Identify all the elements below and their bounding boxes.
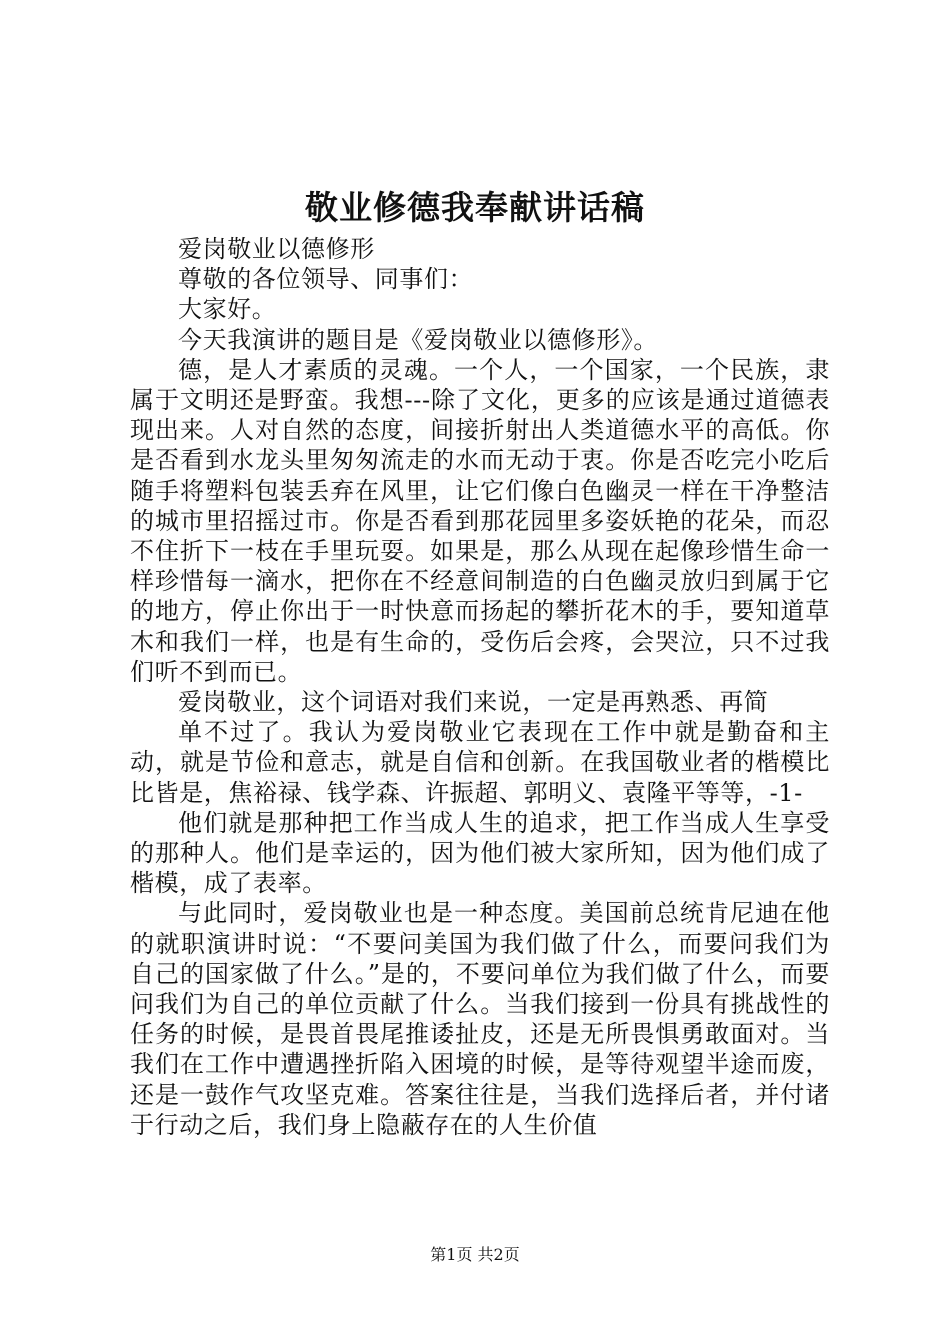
document-title: 敬业修德我奉献讲话稿 <box>305 188 645 227</box>
paragraph-salutation: 尊敬的各位领导、同事们： <box>178 265 474 294</box>
page-footer: 第1页 共2页 <box>430 1245 520 1264</box>
paragraph-greeting: 大家好。 <box>178 295 277 324</box>
document-body <box>130 234 830 1140</box>
paragraph-virtue: 德，是人才素质的灵魂。一个人，一个国家，一个民族，隶属于文明还是野蛮。我想---除了文化，更多的应该是通过道德表现出来。人对自然的态度，间接折射出人类道德水平的高低。你是否看到水龙头里匆匆流走的水而无动于衷。你是否吃完小吃后随手将塑料包装丢弃在风里，让它们像白色幽灵一样在干净整洁的城市里招摇过市。你是否看到那花园里多姿妖艳的花朵，而忍不住折下一枝在手里玩耍。如果是，那么从现在起像珍惜生命一样珍惜每一滴水，把你在不经意间制造的白色幽灵放归到属于它的地方，停止你出于一时快意而扬起的攀折花木的手，要知道草木和我们一样，也是有生命的，受伤后会疼，会哭泣，只不过我们听不到而已。 <box>130 355 830 686</box>
paragraph-role-models: 他们就是那种把工作当成人生的追求，把工作当成人生享受的那种人。他们是幸运的，因为他们被大家所知，因为他们成了楷模，成了表率。 <box>130 808 830 898</box>
paragraph-topic: 今天我演讲的题目是《爱岗敬业以德修形》。 <box>178 325 658 354</box>
paragraph-subtitle: 爱岗敬业以德修形 <box>178 235 375 263</box>
paragraph-attitude: 与此同时，爱岗敬业也是一种态度。美国前总统肯尼迪在他的就职演讲时说：“不要问美国为我们做了什么，而要问我们为自己的国家做了什么。”是的，不要问单位为我们做了什么，而要问我们为自己的单位贡献了什么。当我们接到一份具有挑战性的任务的时候，是畏首畏尾推诿扯皮，还是无所畏惧勇敢面对。当我们在工作中遭遇挫折陷入困境的时候，是等待观望半途而废，还是一鼓作气攻坚克难。答案往往是，当我们选择后者，并付诸于行动之后，我们身上隐蔽存在的人生价值 <box>130 899 830 1139</box>
paragraph-dedication-intro: 爱岗敬业，这个词语对我们来说，一定是再熟悉、再简 <box>178 688 769 717</box>
paragraph-dedication-body: 单不过了。我认为爱岗敬业它表现在工作中就是勤奋和主动，就是节俭和意志，就是自信和创新。在我国敬业者的楷模比比皆是，焦裕禄、钱学森、许振超、郭明义、袁隆平等等，-1- <box>130 718 830 807</box>
